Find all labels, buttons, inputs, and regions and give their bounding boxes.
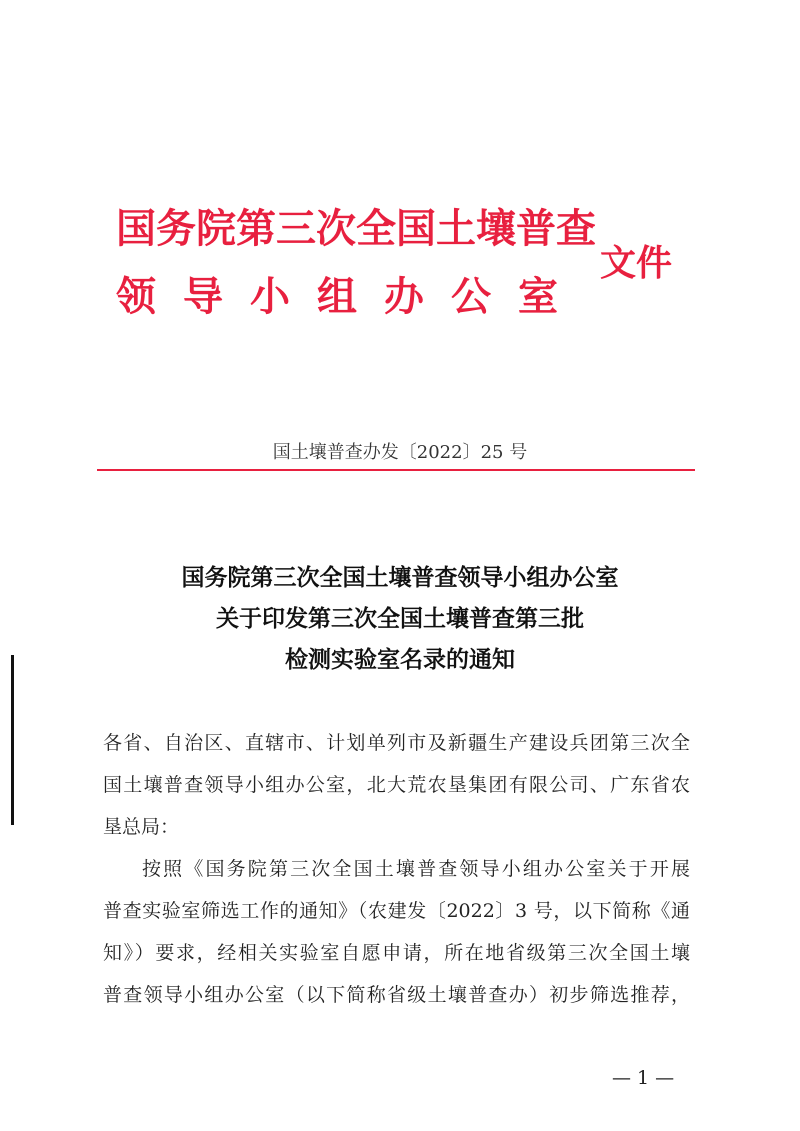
body-line: 普查领导小组办公室（以下简称省级土壤普查办）初步筛选推荐，: [103, 984, 690, 1006]
body-line: 知》）要求，经相关实验室自愿申请，所在地省级第三次全国土壤: [103, 942, 690, 964]
body-line: 按照《国务院第三次全国土壤普查领导小组办公室关于开展: [142, 858, 690, 880]
document-title-line: 国务院第三次全国土壤普查领导小组办公室: [181, 564, 619, 591]
scan-margin-mark: [11, 655, 14, 825]
document-title-line: 检测实验室名录的通知: [285, 646, 515, 673]
document-type-label: 文件: [600, 242, 673, 284]
page-number: — 1 —: [612, 1067, 675, 1089]
red-divider-line: [97, 469, 695, 471]
body-line: 普查实验室筛选工作的通知》（农建发〔2022〕3 号，以下简称《通: [103, 900, 690, 922]
issuer-name-line2: 领导小组办公室: [116, 273, 585, 320]
document-title-line: 关于印发第三次全国土壤普查第三批: [216, 605, 584, 632]
body-line: 各省、自治区、直辖市、计划单列市及新疆生产建设兵团第三次全: [103, 732, 690, 754]
document-number: 国土壤普查办发〔2022〕25 号: [272, 442, 528, 463]
issuer-name-line1: 国务院第三次全国土壤普查: [116, 205, 596, 252]
body-line: 垦总局：: [103, 816, 180, 838]
body-line: 国土壤普查领导小组办公室，北大荒农垦集团有限公司、广东省农: [103, 774, 690, 796]
